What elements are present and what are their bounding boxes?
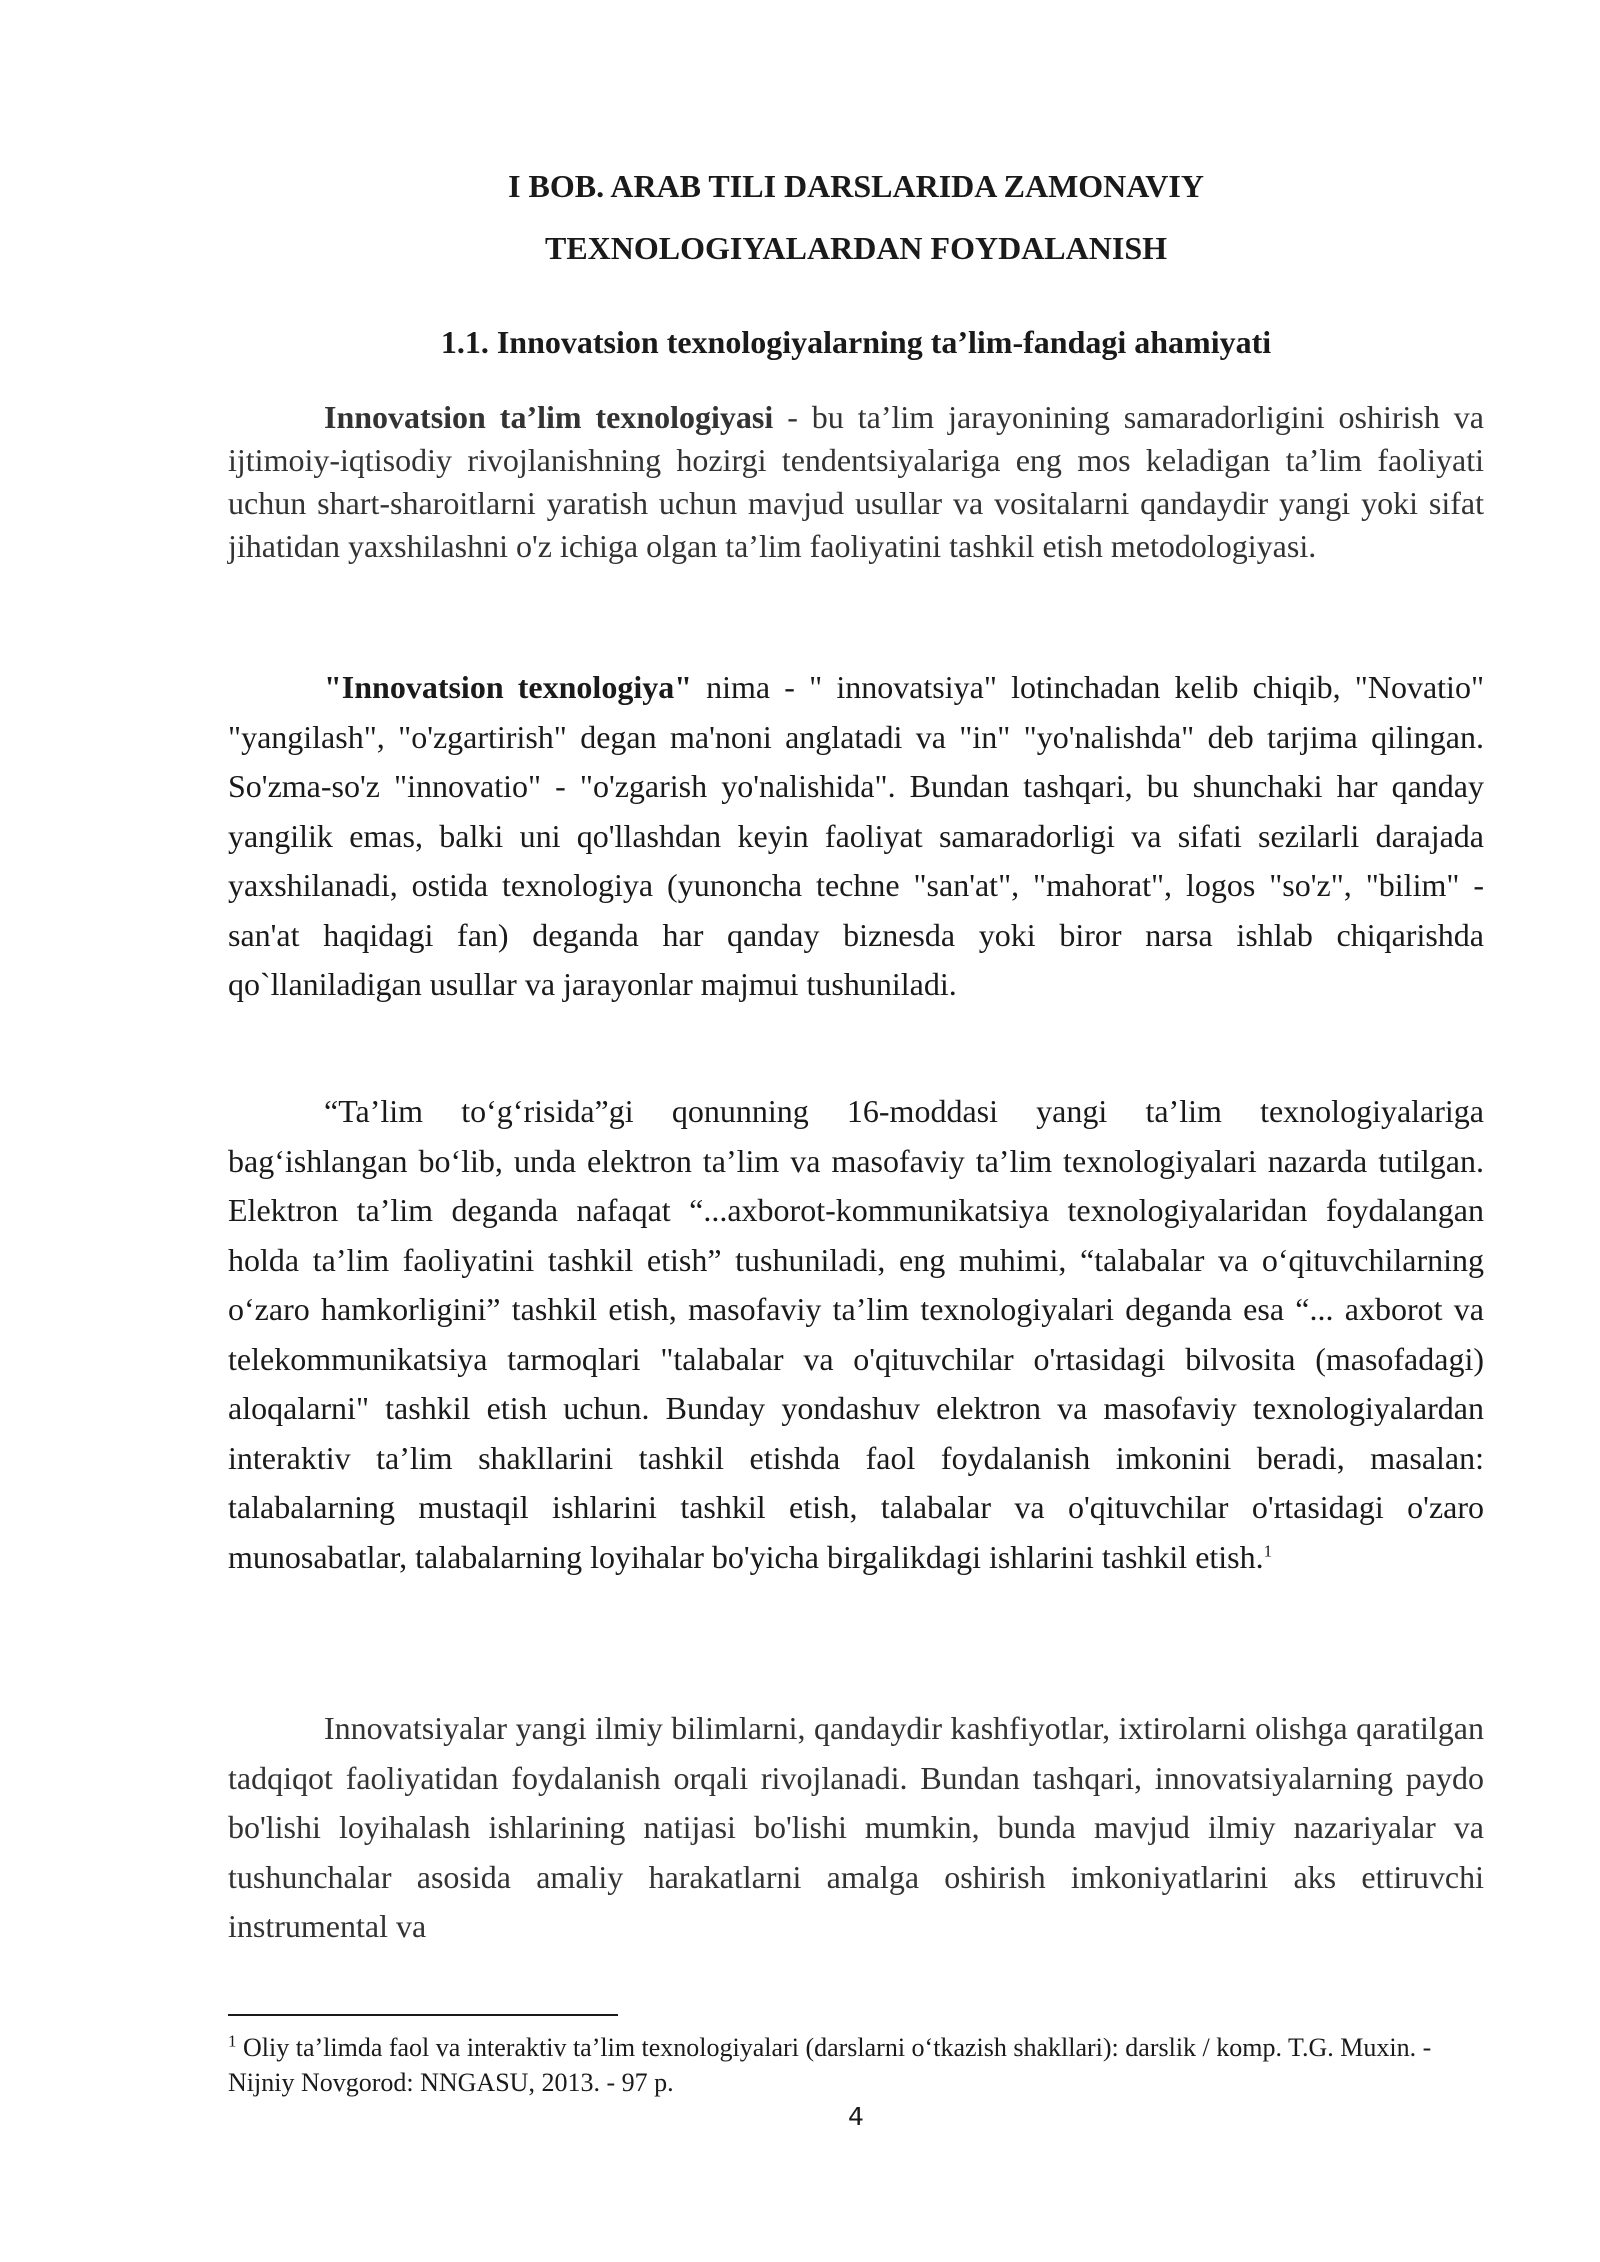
chapter-title (228, 155, 1484, 279)
footnote-mark: 1 (228, 2031, 237, 2051)
chapter-title-line-1: I BOB. ARAB TILI DARSLARIDA ZAMONAVIY (508, 168, 1204, 204)
paragraph-2 (228, 663, 1484, 1010)
footnote-divider (228, 2014, 618, 2016)
paragraph-4 (228, 1704, 1484, 1952)
paragraph-3-text: “Ta’lim to‘g‘risida”gi qonunning 16-moddasi yangi ta’lim texnologiyalariga bag‘ishlangan bo‘lib, unda elektron ta’lim va masofaviy ta’lim texnologiyalari nazarda tutilgan. Elektron ta’lim deganda nafaqat “...axborot-kommunikatsiya texnologiyalaridan foydalangan holda ta’lim faoliyatini tashkil etish” tushuniladi, eng muhimi, “talabalar va o‘qituvchilarning o‘zaro hamkorligini” tashkil etish, masofaviy ta’lim texnologiyalari deganda esa “... axborot va telekommunikatsiya tarmoqlari "talabalar va o'qituvchilar o'rtasidagi bilvosita (masofadagi) aloqalarni" tashkil etish uchun. Bunday yondashuv elektron va masofaviy texnologiyalardan interaktiv ta’lim shakllarini tashkil etishda faol foydalanish imkonini beradi, masalan: talabalarning mustaqil ishlarini tashkil etish, talabalar va o'qituvchilar o'rtasidagi o'zaro munosabatlar, talabalarning loyihalar bo'yicha birgalikdagi ishlarini tashkil etish. (228, 1093, 1484, 1575)
paragraph-1 (228, 396, 1484, 568)
paragraph-1-text: - bu ta’lim jarayonining samaradorligini oshirish va ijtimoiy-iqtisodiy rivojlanishning hozirgi tendentsiyalariga eng mos keladigan ta’lim faoliyati uchun shart-sharoitlarni yaratish uchun mavjud usullar va vositalarni qandaydir yangi yoki sifat jihatidan yaxshilashni o'z ichiga olgan ta’lim faoliyatini tashkil etish metodologiyasi. (228, 399, 1484, 564)
footnote (228, 2030, 1484, 2100)
paragraph-4-text: Innovatsiyalar yangi ilmiy bilimlarni, qandaydir kashfiyotlar, ixtirolarni olishga qaratilgan tadqiqot faoliyatidan foydalanish orqali rivojlanadi. Bundan tashqari, innovatsiyalarning paydo bo'lishi loyihalash ishlarining natijasi bo'lishi mumkin, bunda mavjud ilmiy nazariyalar va tushunchalar asosida amaliy harakatlarni amalga oshirish imkoniyatlarini aks ettiruvchi instrumental va (228, 1710, 1484, 1944)
chapter-title-line-2: TEXNOLOGIYALARDAN FOYDALANISH (544, 230, 1167, 266)
section-title: 1.1. Innovatsion texnologiyalarning ta’lim-fandagi ahamiyati (440, 324, 1272, 360)
page-number: 4 (848, 2102, 864, 2131)
footnote-text: Oliy ta’limda faol va interaktiv ta’lim texnologiyalari (darslarni o‘tkazish shakllari): darslik / komp. T.G. Muxin. - Nijniy Novgorod: NNGASU, 2013. - 97 p. (228, 2033, 1432, 2097)
paragraph-2-term: "Innovatsion texnologiya" (324, 669, 692, 705)
paragraph-2-text: nima - " innovatsiya" lotinchadan kelib chiqib, "Novatio" "yangilash", "o'zgartirish" degan ma'noni anglatadi va "in" "yo'nalishda" deb tarjima qilingan. So'zma-so'z "innovatio" - "o'zgarish yo'nalishida". Bundan tashqari, bu shunchaki har qanday yangilik emas, balki uni qo'llashdan keyin faoliyat samaradorligi va sifati sezilarli darajada yaxshilanadi, ostida texnologiya (yunoncha techne "san'at", "mahorat", logos "so'z", "bilim" - san'at haqidagi fan) deganda har qanday biznesda yoki biror narsa ishlab chiqarishda qo`llaniladigan usullar va jarayonlar majmui tushuniladi. (228, 669, 1485, 1002)
footnote-reference[interactable]: 1 (1263, 1540, 1273, 1560)
paragraph-1-term: Innovatsion ta’lim texnologiyasi (324, 399, 774, 435)
paragraph-3 (228, 1087, 1484, 1582)
